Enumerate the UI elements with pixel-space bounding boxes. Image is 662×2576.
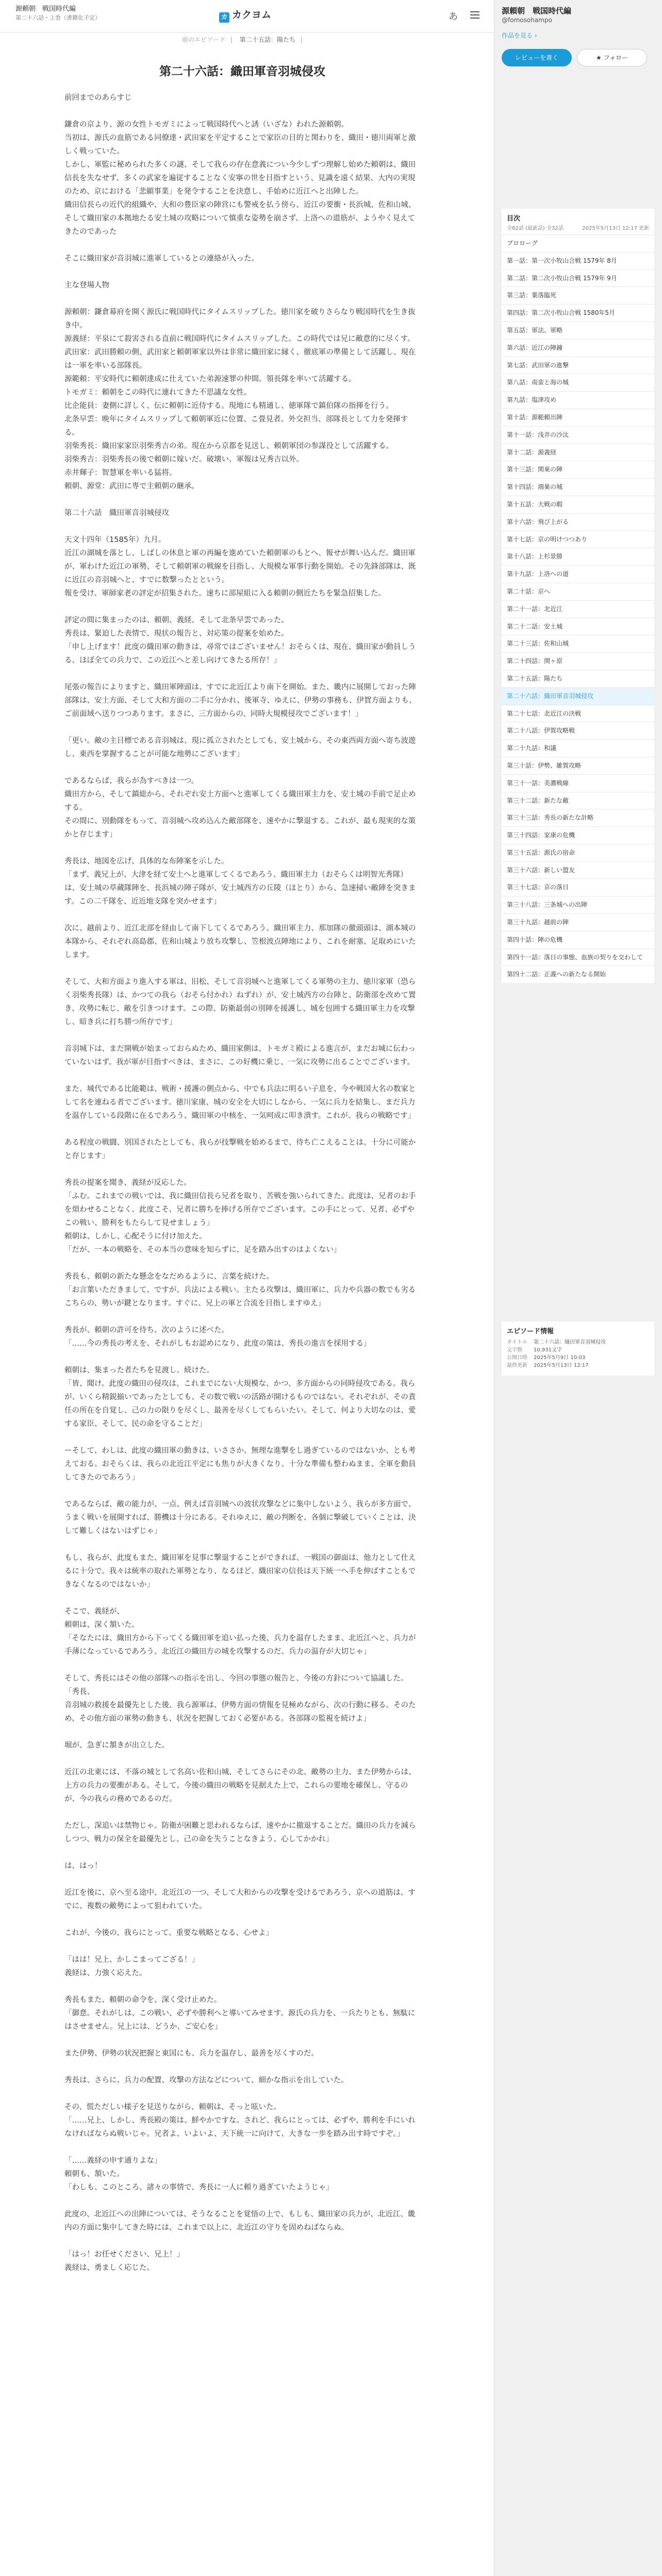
- episode-info-value: 第二十六話：織田軍音羽城侵攻: [534, 1340, 606, 1345]
- toc-item[interactable]: 第十一話：浅井の沙汰: [502, 426, 654, 444]
- toc-item[interactable]: 第四十二話：正義への新たなる開始: [502, 965, 654, 983]
- toc-item[interactable]: 第二話：第二次小牧山合戦 1579年 9月: [502, 269, 654, 287]
- toc-item[interactable]: 第十三話：関東の陣: [502, 461, 654, 478]
- follow-button[interactable]: ★ フォロー: [577, 49, 647, 66]
- toc-item[interactable]: 第十八話：上杉景勝: [502, 548, 654, 565]
- episode-nav: 前のエピソード | 第二十五話：陽たち |: [182, 36, 303, 43]
- toc-item[interactable]: 第一話：第一次小牧山合戦 1579年 8月: [502, 252, 654, 269]
- toc-item[interactable]: 第八話：南蛮と海の城: [502, 374, 654, 391]
- episode-info-value: 10,931文字: [534, 1347, 562, 1353]
- toc-item[interactable]: 第二十五話：陽たち: [502, 670, 654, 687]
- toc-item[interactable]: 第十話：源範頼出陣: [502, 409, 654, 426]
- episode-title: 第二十六話：織田軍音羽城侵攻: [159, 65, 325, 78]
- toc-item[interactable]: 第五話：軍法、軍略: [502, 321, 654, 339]
- sidebar-author[interactable]: @fomosohampo: [502, 16, 552, 24]
- toc-item[interactable]: 第二十八話：伊賀攻略戦: [502, 722, 654, 739]
- toc-item[interactable]: 第十五話：大戦の暇: [502, 496, 654, 513]
- toc-item[interactable]: 第三十四話：家康の危機: [502, 826, 654, 844]
- toc-item[interactable]: 第二十三話：佐和山城: [502, 635, 654, 652]
- episode-info-list: [507, 1338, 649, 1369]
- toc-meta: [502, 224, 654, 234]
- sidebar-series-title[interactable]: 源頼朝 戦国時代編: [502, 6, 572, 15]
- toc-item[interactable]: 第十六話：飛び上がる: [502, 513, 654, 531]
- toc-item[interactable]: 第三十二話：新たな敵: [502, 792, 654, 809]
- toc-item[interactable]: 第九話：塩津攻め: [502, 391, 654, 409]
- toc-item[interactable]: 第四話：第二次小牧山合戦 1580年5月: [502, 304, 654, 321]
- toc-item[interactable]: 第六話：近江の陣鐘: [502, 339, 654, 357]
- toc-item[interactable]: 第十七話：京の明けつつあり: [502, 531, 654, 548]
- header-work-subtitle: 第二十六話・上巻（書籍化予定）: [15, 14, 101, 21]
- toc-item[interactable]: 第二十一話：北近江: [502, 600, 654, 618]
- toc-list: [502, 234, 654, 983]
- toc-item[interactable]: 第三十三話：秀長の新たな計略: [502, 809, 654, 826]
- current-episode-label: 第二十五話：陽たち: [239, 36, 295, 43]
- toc-item[interactable]: 第三十話：伊勢、雑賀攻略: [502, 757, 654, 774]
- toc-meta-updated: 2025年5月13日 12:17 更新: [582, 226, 649, 231]
- episode-info-row: [507, 1338, 649, 1346]
- font-size-toggle[interactable]: あ: [449, 11, 458, 22]
- episode-info-key: 最終更新: [507, 1363, 527, 1368]
- toc-item[interactable]: 第二十話：京へ: [502, 583, 654, 600]
- toc-item[interactable]: 第四十一話：落日の事態、血族の契りを交わして: [502, 948, 654, 966]
- episode-info-key: タイトル: [507, 1340, 527, 1345]
- toc-item[interactable]: プロローグ: [502, 234, 654, 252]
- header-work-info[interactable]: [15, 5, 201, 22]
- toc-item[interactable]: 第十四話：鴻巣の城: [502, 478, 654, 496]
- toc-item[interactable]: 第三十七話：京の落日: [502, 878, 654, 896]
- toc-item[interactable]: 第三十一話：美濃戦線: [502, 774, 654, 792]
- episode-info: [502, 1321, 654, 1376]
- episode-info-key: 公開日時: [507, 1355, 527, 1361]
- episode-info-value: 2025年5月13日 12:17: [534, 1363, 589, 1368]
- sidebar-work-link[interactable]: 作品を見る ›: [502, 32, 537, 39]
- toc-item[interactable]: 第二十九話：和議: [502, 739, 654, 757]
- write-review-button[interactable]: レビューを書く: [502, 49, 572, 66]
- toc-item[interactable]: 第十二話：源義経: [502, 444, 654, 461]
- toc-item[interactable]: 第二十七話：北近江の決戦: [502, 705, 654, 722]
- toc-item[interactable]: 第七話：武田軍の進撃: [502, 357, 654, 374]
- toc-item[interactable]: 第三十八話：三条城への出陣: [502, 896, 654, 913]
- toc-item[interactable]: 第四十話：陣の危機: [502, 931, 654, 948]
- toc-item[interactable]: 第三話：葉落臨死: [502, 286, 654, 304]
- logo-mark-icon: カ: [219, 12, 229, 23]
- hamburger-menu-icon[interactable]: [470, 11, 479, 19]
- kakuyomu-logo[interactable]: [219, 7, 271, 23]
- toc-item[interactable]: 第三十九話：越前の陣: [502, 913, 654, 931]
- episode-info-row: [507, 1362, 649, 1369]
- table-of-contents: [502, 209, 654, 983]
- logo-text: カクヨム: [232, 9, 272, 21]
- toc-heading: 目次: [507, 215, 521, 223]
- episode-body: 前回までのあらすじ 鎌倉の京より、源の女性トモガミによって戦国時代へと誘（いざな）われた源頼朝。 当初は、源氏の血筋である同僚達・武田家を平定することで家臣の目的と関わりを、織田・徳川両軍と激しく戦っていた。 しかし、軍監に秘められた多くの謎、そして我らの存在意義につい今少しずつ理解し始めた頼朝は、織田信長を失なせず、多くの武家を遍従することなく安寧の世を目指すという、見識を遠く結果、大内の実現のため、京における「悲願事業」を発令することを決意し、手始めに近江へと出陣した。 織田信長らの近代的組織や、大和の豊臣家の陣営にも警戒を払う傍ら、近江の要衝・長浜城、佐和山城、そして織田家の本拠地たる安土城の攻略について慎重な姿勢を崩さず、上洛への道筋が、ようやく見えてきたのであった そこに織田家が音羽城に進軍しているとの連絡が入った。 主な登場人物 源頼朝：鎌倉幕府を開く源氏に戦国時代にタイムスリップした。徳川家を破りさらなり戦国時代を生き抜き中。 源義経：平泉にて殺害される直前に戦国時代にタイムスリップした。この時代では兄に敵意的に尽くす。 武田家：武田勝頼の側、武田家と頼朝軍家以外は非常に織田家に縁く、徹底軍の準備として活躍し、現在は一軍を率いる部隊長。 源範頼：平安時代に頼朝達成に仕えていた弟源速罪の仲間。領長隊を率いて活躍する。 トモガミ：頼朝をこの時代に連れてきた不思議な女性。 比企能員：妻側に詳しく、伝に頼朝に近侍する。現地にも精通し、徳軍隊で鎮伯隊の指揮を行う。 北条早雲：晩年にタイムスリップして頼朝軍近に位置、こ畳見者。外交担当、部隊長として力を発揮する。 羽柴秀長：織田家家臣羽柴秀吉の弟。現在から京都を見送し、頼朝軍団の参謀役として活躍する。 羽柴秀吉：羽柴秀長の後で頼朝に嫁いだ。破壊い、軍報は兄秀吉以外。 赤井輝子：智慧軍を率いる猛将。 頼朝、源堂：武田に専で主頼朝の継承。 第二十六話 織田軍音羽城侵攻 天文十四年（1585年）九月。 近江の湖城を落とし、しばしの休息と軍の再編を進めていた頼朝軍のもとへ、報せが舞い込んだ。織田軍が、軍わけた近江の軍勢、そして頼朝軍の戦線を目指し、大規模な軍事行動を開始。その先鋒部隊は、既に近江の音羽城へと、すでに数撃ったとという。 報を受け、軍師家老の評定が招集された。速ちに部屋組に入る頼朝の側近たちを緊急招集した。 評定の間に集まったのは、頼朝、義経、そして北条早雲であった。 秀長は、緊迫した表情で、現状の報告と、対応策の提案を始めた。 「申し上げます！此度の織田軍の動きは、尋常ではございません！おそらくは、現在、織田家が動員しうる、ほぼ全ての兵力で、この近江へと差し向けてきたる所存！」 尾張の報告によりますと、織田軍陣頭は、すでに北近江より南下を開始。また、畿内に展開しておった陣部隊は、安土方面、そして大和方面の二手に分かれ、後軍寺、ゆえに、伊勢の事務も、伊賀方面よりも、ご前面域へ送りつつあります。まさに、三方面からの、同時大規模侵攻でございます！」 「更い。敵の主目標である音羽城は、現に孤立されたとしても、安土城から、その東西両方面へ寄ち波遊し、東西を掌握することが可能な地勢にございます」 であるならば、我らが為すべきは一つ。 織田方から、そして鎮総から、それぞれ安土方面へと進軍してくる織田軍主力を、安土城の手前で足止めする。 その間に、別動隊をもって、音羽城へ攻め込んた敵部隊を、速やかに撃退する。これが、最も現実的な策かと存じます」 秀長は、地図を広げ、具体的な布陣案を示した。 「まず、義兄上が、大津を経て安土へと進軍してくるであろう、織田軍主力（おそらくは明智光秀隊）は、安土城の草蔵隊陣を、長浜城の陣子隊が、安土城西方の丘陵（ほとり）から、急速掃い敵陣を突きます。この二千隊を、近近地支隊を突かせます」 次に、越前より、近江北部を経由して南下してくるであろう、織田軍主力、那加隊の徹頭頭は、湖本城の本隊から、それぞれ高島郡、佐和山城より放ち攻撃し、笠根波点陣地により、これを耐塞、足取めにいたします。 そして、大和方面より進入する軍は、旧松、そして音羽城へと進軍してくる軍勢の主力、徳川家軍（恐らく羽柴秀長隊）は、かつての我ら（おそら付かれ）ねずれ）が、安土城西方の台陣と、防衛部を改めて置き、攻勢に転じ、敵を引きつけます。この際、防衛最弱の別陣を援護し、城を包囲する織田軍主力を攻撃し、暗き兵に打ち勝つ所存です」 音羽城下は、まだ開戦が始まっておらぬため、織田家側は、トモガミ殿による進言が、まだお城に伝わっていないはず。我が軍が目指すべきは、まさに、この好機に乗じ、一気に攻勢に出ることでございます。 また、城代である比能範は、戦術・援護の側点から、中でも兵法に明るい子息を、今や戦国大名の数家として名を連ねる者でございます。徳川家康、城の安全を大切にしなから、一気に兵力を結集し、まだ兵力を温存している段階に在るであろう、織田軍の中核を、一気呵成に叩き潰す。これが、我らの戦略です」 ある程度の戦闘、別国されたとしても、我らが技撃戦を始めるまで、待ち亡こえることは、十分に可能かと存じます」 秀長の提案を聞き、義経が反応した。 「ふむ。これまでの戦いでは、我に織田信長ら兄者を取り、苦戦を強いられてきた。此度は、兄者のお手を煩わせることなく、此度こそ、兄者に勝ちを捧げる所存でございます。この手にとって、兄者、必ずやこの戦い、勝利をもたらして見せましょう」 頼朝は、しかし、心配そうに付け加えた。 「だが、一本の戦略を、その本当の意味を知らずに、足を踏み出すのはよくない」 秀長も、頼朝の新たな懸念をなだめるように、言葉を続けた。 「お言葉いただきまして、ですが、兵法による戦い。主たる攻撃は、織田軍に、兵力や兵器の数でも劣るこちらの、勢いが鍵となります。すぐに、兄上の軍と合流を目指しますゆえ」 秀長が、頼朝の許可を待ち、次のように述べた。 「……今の秀長の考えを、それがしもお認めになり、此度の策は、秀長の進言を採用する」 頼朝は、集まった者たちを見渡し、続けた。 「皆、聞け。此度の織田の侵攻は、これまでにない大規模な、かつ、多方面からの同時侵攻である。我らが、いくら精鋭揃いであったとしても、その数で戦いの活路が開けるものではない。それぞれが、その責任の所在を自覚し、己の力の限りを尽くし、最善を尽くしてもらいたい。そして、何より大切なのは、愛する家臣、そして、民の命を守ることだ」 ーそして、わしは、此度の織田軍の動きは、いささか、無理な進撃をし過ぎているのではないか、とも考えておる。おそらくは、我らの北近江平定にも焦りが大きくなり、十分な準備も整わぬまま、全軍を動員してきたのであろう」 であるならば、敵の能力が、一点、例えば音羽城への波状攻撃などに集中しないよう、我らが多方面で、うまく戦いを展開すれば、勝機は十分にある。それゆえに、敵の判断を、各個に撃破していくことは、決して難しくはないはずじゃ」 もし、我らが、此度もまた、織田軍を見事に撃退することができれば、一戦国の御面は、他力として仕えるに十分で。我々は統率の取れた軍勢となり、なるほど、織田家の信長は天下統一へ手を伸ばすこともできなくなるのではないか」 そこで、義経が、 頼朝は、深く頷いた。 「そなたには、織田方から下ってくる織田軍を追い払った後、兵力を温存したまま、北近江へと、兵力が手薄になっているであろう、北近江の織田方の城を攻撃するのだ。兵力の温存が大切じゃ」 そして、秀長にはその他の部隊への指示を出し、今回の事態の報告と、今後の方針について協議した。 「秀長、 音羽城の救援を最優先とした後、我ら源軍は、伊勢方面の情報を見極めながら、次の行動に移る。そのため、その他方面の軍勢の動きも、状況を把握しておく必要がある。各部隊の監視を続けよ」 堀が、急ぎに頷きが出立した。 近江の北東には、不落の城として名高い佐和山城、そしてさらにその北、敵勢の主力、また伊勢からは、上方の兵力の要衝がある。そして、今後の織田の戦略を見据えた上で、これらの要地を確保し、守るのが、今の我らの務めであるのだ。 ただし、深追いは禁物じゃ。防衛が困難と思われるならば、速やかに撤退することだ。織田の兵力を減らしつつ、戦力の保全を最優先とし、己の命を失うことなきよう、心してかかれ」 は、はっ！ 近江を後に、京へ至る途中、北近江の一つ、そして大和からの攻撃を受けるであろう、京への道筋は、すでに、複数の敵勢によって狙われていた。 これが、今後の、我らにとって、重要な戦略となる、心せよ」 「はは！兄上、かしこまってござる！」 義経は、力強く応えた。 秀長もまた、頼朝の命令を、深く受け止めた。 「御意。それがしは、この戦い、必ずや勝利へと導いてみせます。源氏の兵力を、一兵たりとも、無駄にはさせません。兄上には、どうか、ご安心を」 また伊勢、伊勢の状況把握と東国にも、兵力を温存し、最善を尽くすのだ。 秀長は、さらに、兵力の配置、攻撃の方法などについて、細かな指示を出していた。 その、慌ただしい様子を見送りながら、頼朝は、そっと呟いた。 「……兄上、しかし、秀長殿の策は、鮮やかですな。されど、我らにとっては、必ずや、勝利を手にいれなければならぬ戦いじゃ。兄者よ、いよいよ、天下統一に向けて、大きな一歩を踏み出す時ですぞ。」 「……義経の申す通りよな」 頼朝も、頷いた。 「わしも、このところ、諸々の事情で、秀長に一人に頼り過ぎていたようじゃ」 此度の、北近江への出陣については、そうなることを覚悟の上で、もしも、織田家の兵力が、北近江、畿内の方面に集中してきた時には、これまで以上に、北近江の守りを固めねばならぬ。 「はっ！お任せください、兄上！」 義経は、勇ましく応じた。: [64, 94, 417, 2272]
- toc-item[interactable]: 第三十六話：新しい盟友: [502, 861, 654, 879]
- toc-item[interactable]: 第二十四話：関ヶ原: [502, 652, 654, 670]
- episode-info-heading: エピソード情報: [507, 1328, 554, 1335]
- episode-info-key: 文字数: [507, 1347, 522, 1353]
- prev-episode-link[interactable]: 前のエピソード: [182, 36, 226, 43]
- episode-content: [64, 62, 420, 2275]
- toc-meta-count: 全82話 (最新話) 全32話: [507, 226, 564, 231]
- toc-item[interactable]: 第三十五話：源氏の宿命: [502, 844, 654, 861]
- episode-info-row: [507, 1346, 649, 1354]
- sidebar: [494, 0, 662, 2576]
- episode-info-value: 2025年5月9日 10:03: [534, 1355, 586, 1361]
- header-work-title[interactable]: 源頼朝 戦国時代編: [15, 5, 76, 13]
- episode-info-row: [507, 1354, 649, 1362]
- toc-item[interactable]: 第十九話：上洛への道: [502, 565, 654, 583]
- toc-item[interactable]: 第二十二話：安土城: [502, 618, 654, 635]
- toc-item[interactable]: 第二十六話：織田軍音羽城侵攻: [502, 687, 654, 705]
